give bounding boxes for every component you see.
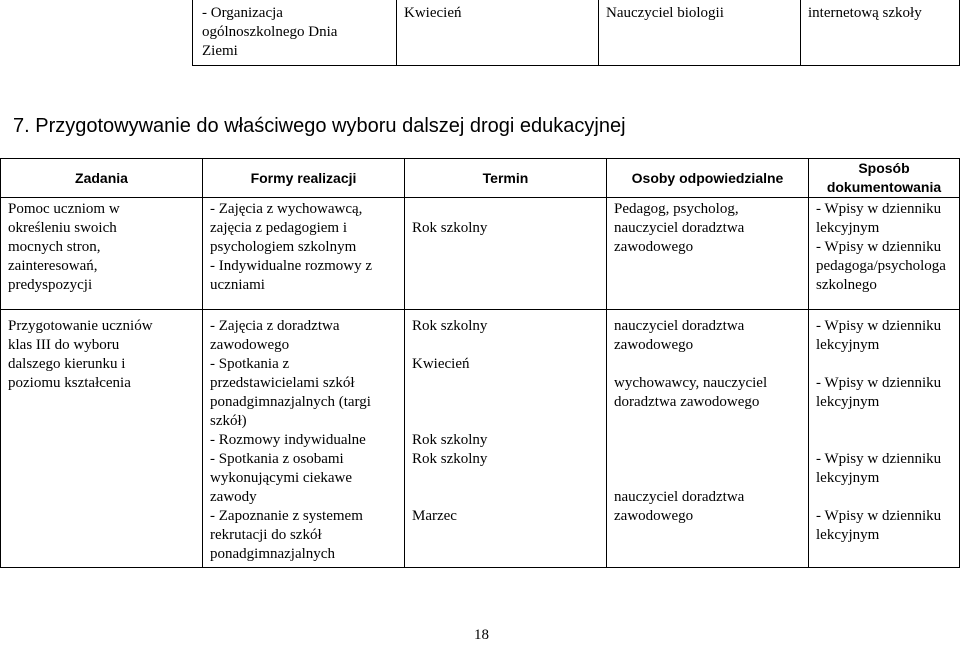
table-cell-documentation: internetową szkoły — [801, 0, 960, 66]
education-path-table — [0, 158, 960, 568]
header-sposob-dokumentowania: Sposób dokumentowania — [809, 159, 960, 198]
section-heading: 7. Przygotowywanie do właściwego wyboru dalszej drogi edukacyjnej — [13, 115, 626, 137]
table-cell-responsible: Nauczyciel biologii — [599, 0, 801, 66]
table-cell-task: - Organizacja ogólnoszkolnego Dnia Ziemi — [193, 0, 397, 66]
cell-osoby: nauczyciel doradztwa zawodowego wychowawcy, nauczyciel doradztwa zawodowego nauczyciel doradztwa zawodowego — [607, 310, 809, 568]
table-row — [1, 198, 960, 310]
header-termin: Termin — [405, 159, 607, 198]
previous-section-table — [192, 0, 960, 66]
cell-termin: Rok szkolny Kwiecień Rok szkolny Rok szkolny Marzec — [405, 310, 607, 568]
cell-sposob: - Wpisy w dzienniku lekcyjnym - Wpisy w dzienniku lekcyjnym - Wpisy w dzienniku lekcyjnym - Wpisy w dzienniku lekcyjnym — [809, 310, 960, 568]
header-zadania: Zadania — [1, 159, 203, 198]
cell-zadania: Pomoc uczniom w określeniu swoich mocnych stron, zainteresowań, predyspozycji — [1, 198, 203, 310]
header-osoby-odpowiedzialne: Osoby odpowiedzialne — [607, 159, 809, 198]
table-header-row — [1, 159, 960, 198]
cell-termin: Rok szkolny — [405, 198, 607, 310]
table-cell-date: Kwiecień — [397, 0, 599, 66]
cell-formy: - Zajęcia z wychowawcą, zajęcia z pedagogiem i psychologiem szkolnym - Indywidualne rozmowy z uczniami — [203, 198, 405, 310]
page-number: 18 — [474, 627, 489, 643]
cell-sposob: - Wpisy w dzienniku lekcyjnym - Wpisy w dzienniku pedagoga/psychologa szkolnego — [809, 198, 960, 310]
table-row — [193, 0, 960, 66]
table-row — [1, 310, 960, 568]
cell-zadania: Przygotowanie uczniów klas III do wyboru dalszego kierunku i poziomu kształcenia — [1, 310, 203, 568]
cell-osoby: Pedagog, psycholog, nauczyciel doradztwa zawodowego — [607, 198, 809, 310]
header-formy-realizacji: Formy realizacji — [203, 159, 405, 198]
cell-formy: - Zajęcia z doradztwa zawodowego - Spotkania z przedstawicielami szkół ponadgimnazjalnych (targi szkół) - Rozmowy indywidualne - Spotkania z osobami wykonującymi ciekawe zawody - Zapoznanie z systemem rekrutacji do szkół ponadgimnazjalnych — [203, 310, 405, 568]
